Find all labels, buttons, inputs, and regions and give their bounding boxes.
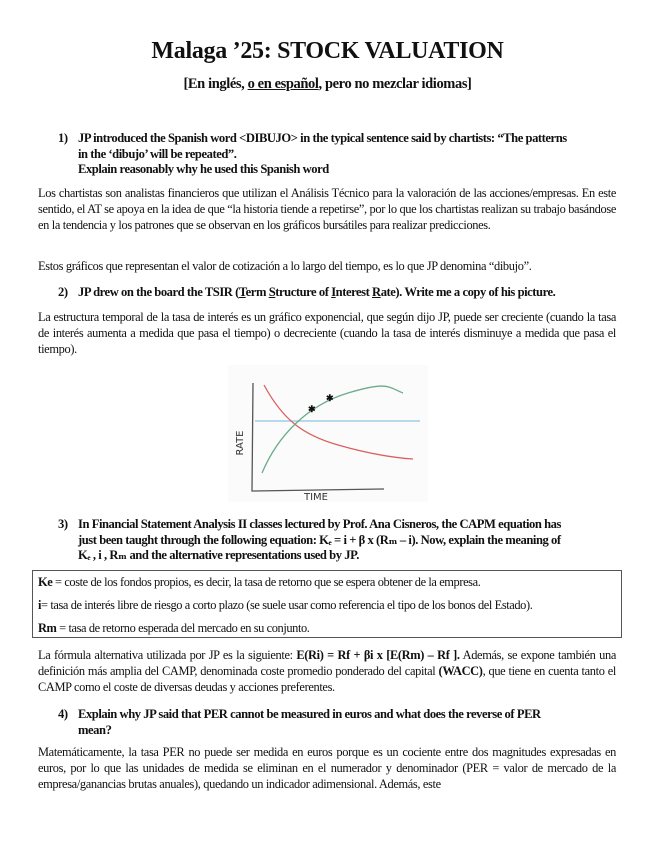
question-line: Kₑ , i , Rₘ and the alternative representations used by JP. (78, 548, 359, 562)
question-3 (58, 517, 618, 564)
definition-text: = tasa de interés libre de riesgo a corto plazo (se suele usar como referencia el tipo de los bonos del Estado). (41, 598, 533, 612)
definition-ke (38, 575, 480, 590)
question-text: ate). Write me a copy of his picture. (380, 285, 556, 299)
question-line: in the ‘dibujo’ will be repeated”. (78, 146, 237, 161)
definition-term: i (38, 598, 42, 612)
question-line: just been taught through the following equation: Kₑ = i + β x (Rₘ – i). Now, explain the meaning of (78, 532, 561, 547)
answer-text: La fórmula alternativa utilizada por JP es la siguiente: (38, 648, 297, 662)
answer-4-paragraph: Matemáticamente, la tasa PER no puede ser medida en euros porque es un cociente entre dos magnitudes expresadas en euros, por lo que las unidades de medida se eliminan en el numerador y denominador (PER = valor de mercado de la empresa/ganancias brutas anuales), quedando un indicador adimensional. Además, este (38, 745, 616, 791)
wacc-term: (WACC) (438, 663, 483, 678)
tsir-figure (228, 365, 428, 502)
question-number: 4) (58, 707, 68, 721)
subtitle-text: [En inglés, (183, 76, 248, 92)
question-text: nterest (335, 285, 373, 299)
page-subtitle (0, 76, 655, 93)
tsir-chart-svg (228, 365, 428, 502)
subtitle-text-end: , pero no mezclar idiomas] (318, 76, 472, 92)
acronym-letter: S (268, 285, 276, 299)
question-number: 3) (58, 517, 68, 531)
answer-text: Además, se expone también una definición más amplia del CAMP, denominada coste promedio ponderado del capital (38, 648, 616, 678)
question-line: Explain why JP said that PER cannot be measured in euros and what does the reverse of PER (78, 707, 541, 721)
y-axis-label: RATE (235, 430, 246, 456)
answer-text: , que tiene en cuenta tanto el CAMP como el coste de diversas deudas y acciones preferentes. (38, 663, 616, 694)
question-number: 1) (58, 131, 68, 145)
definitions-box (32, 570, 622, 638)
answer-1-paragraph-2: Estos gráficos que representan el valor de cotización a lo largo del tiempo, es lo que JP denomina “dibujo”. (38, 259, 532, 273)
question-text: tructure of (275, 285, 332, 299)
page-title: Malaga ’25: STOCK VALUATION (151, 38, 504, 64)
question-line: JP introduced the Spanish word <DIBUJO> in the typical sentence said by chartists: “The patterns (78, 131, 567, 145)
question-1 (58, 131, 618, 178)
definition-term: Rm (38, 621, 57, 635)
question-4 (58, 707, 618, 738)
question-number: 2) (58, 285, 68, 299)
question-text: erm (245, 285, 269, 299)
definition-text: = tasa de retorno esperada del mercado en su conjunto. (56, 621, 310, 635)
question-2 (58, 285, 638, 301)
definition-i (38, 598, 532, 613)
definition-rm (38, 621, 310, 636)
question-text: JP drew on the board the TSIR ( (78, 285, 239, 299)
alternative-formula: E(Ri) = Rf + βi x [E(Rm) – Rf ]. (296, 648, 460, 662)
definition-text: = coste de los fondos propios, es decir, la tasa de retorno que se espera obtener de la empresa. (52, 575, 481, 589)
answer-1-paragraph-1: Los chartistas son analistas financieros que utilizan el Análisis Técnico para la valoración de las acciones/empresas. En este sentido, el AT se apoya en la idea de que “la historia tiende a repetirse”, por lo que los chartistas realizan su trabajo basándose en la tendencia y los patrones que se observan en los gráficos bursátiles para realizar predicciones. (38, 186, 616, 232)
subtitle-underlined: o en español (247, 76, 319, 92)
point-marker-icon: ✱ (308, 404, 316, 414)
acronym-letter: T (238, 285, 246, 299)
definition-term: Ke (38, 575, 53, 589)
point-marker-icon: ✱ (326, 393, 334, 403)
question-line: mean? (78, 722, 112, 737)
answer-2-paragraph: La estructura temporal de la tasa de interés es un gráfico exponencial, que según dijo JP, puede ser creciente (cuando la tasa de interés aumenta a medida que pasa el tiempo) o decreciente (cuando la tasa de interés disminuye a medida que pasa el tiempo). (38, 310, 616, 356)
acronym-letter: I (331, 285, 336, 299)
answer-3-paragraph (38, 648, 616, 695)
acronym-letter: R (372, 285, 381, 299)
question-line: Explain reasonably why he used this Spanish word (78, 162, 329, 176)
question-line: In Financial Statement Analysis II classes lectured by Prof. Ana Cisneros, the CAPM equation has (78, 517, 561, 531)
x-axis-label: TIME (303, 492, 329, 502)
